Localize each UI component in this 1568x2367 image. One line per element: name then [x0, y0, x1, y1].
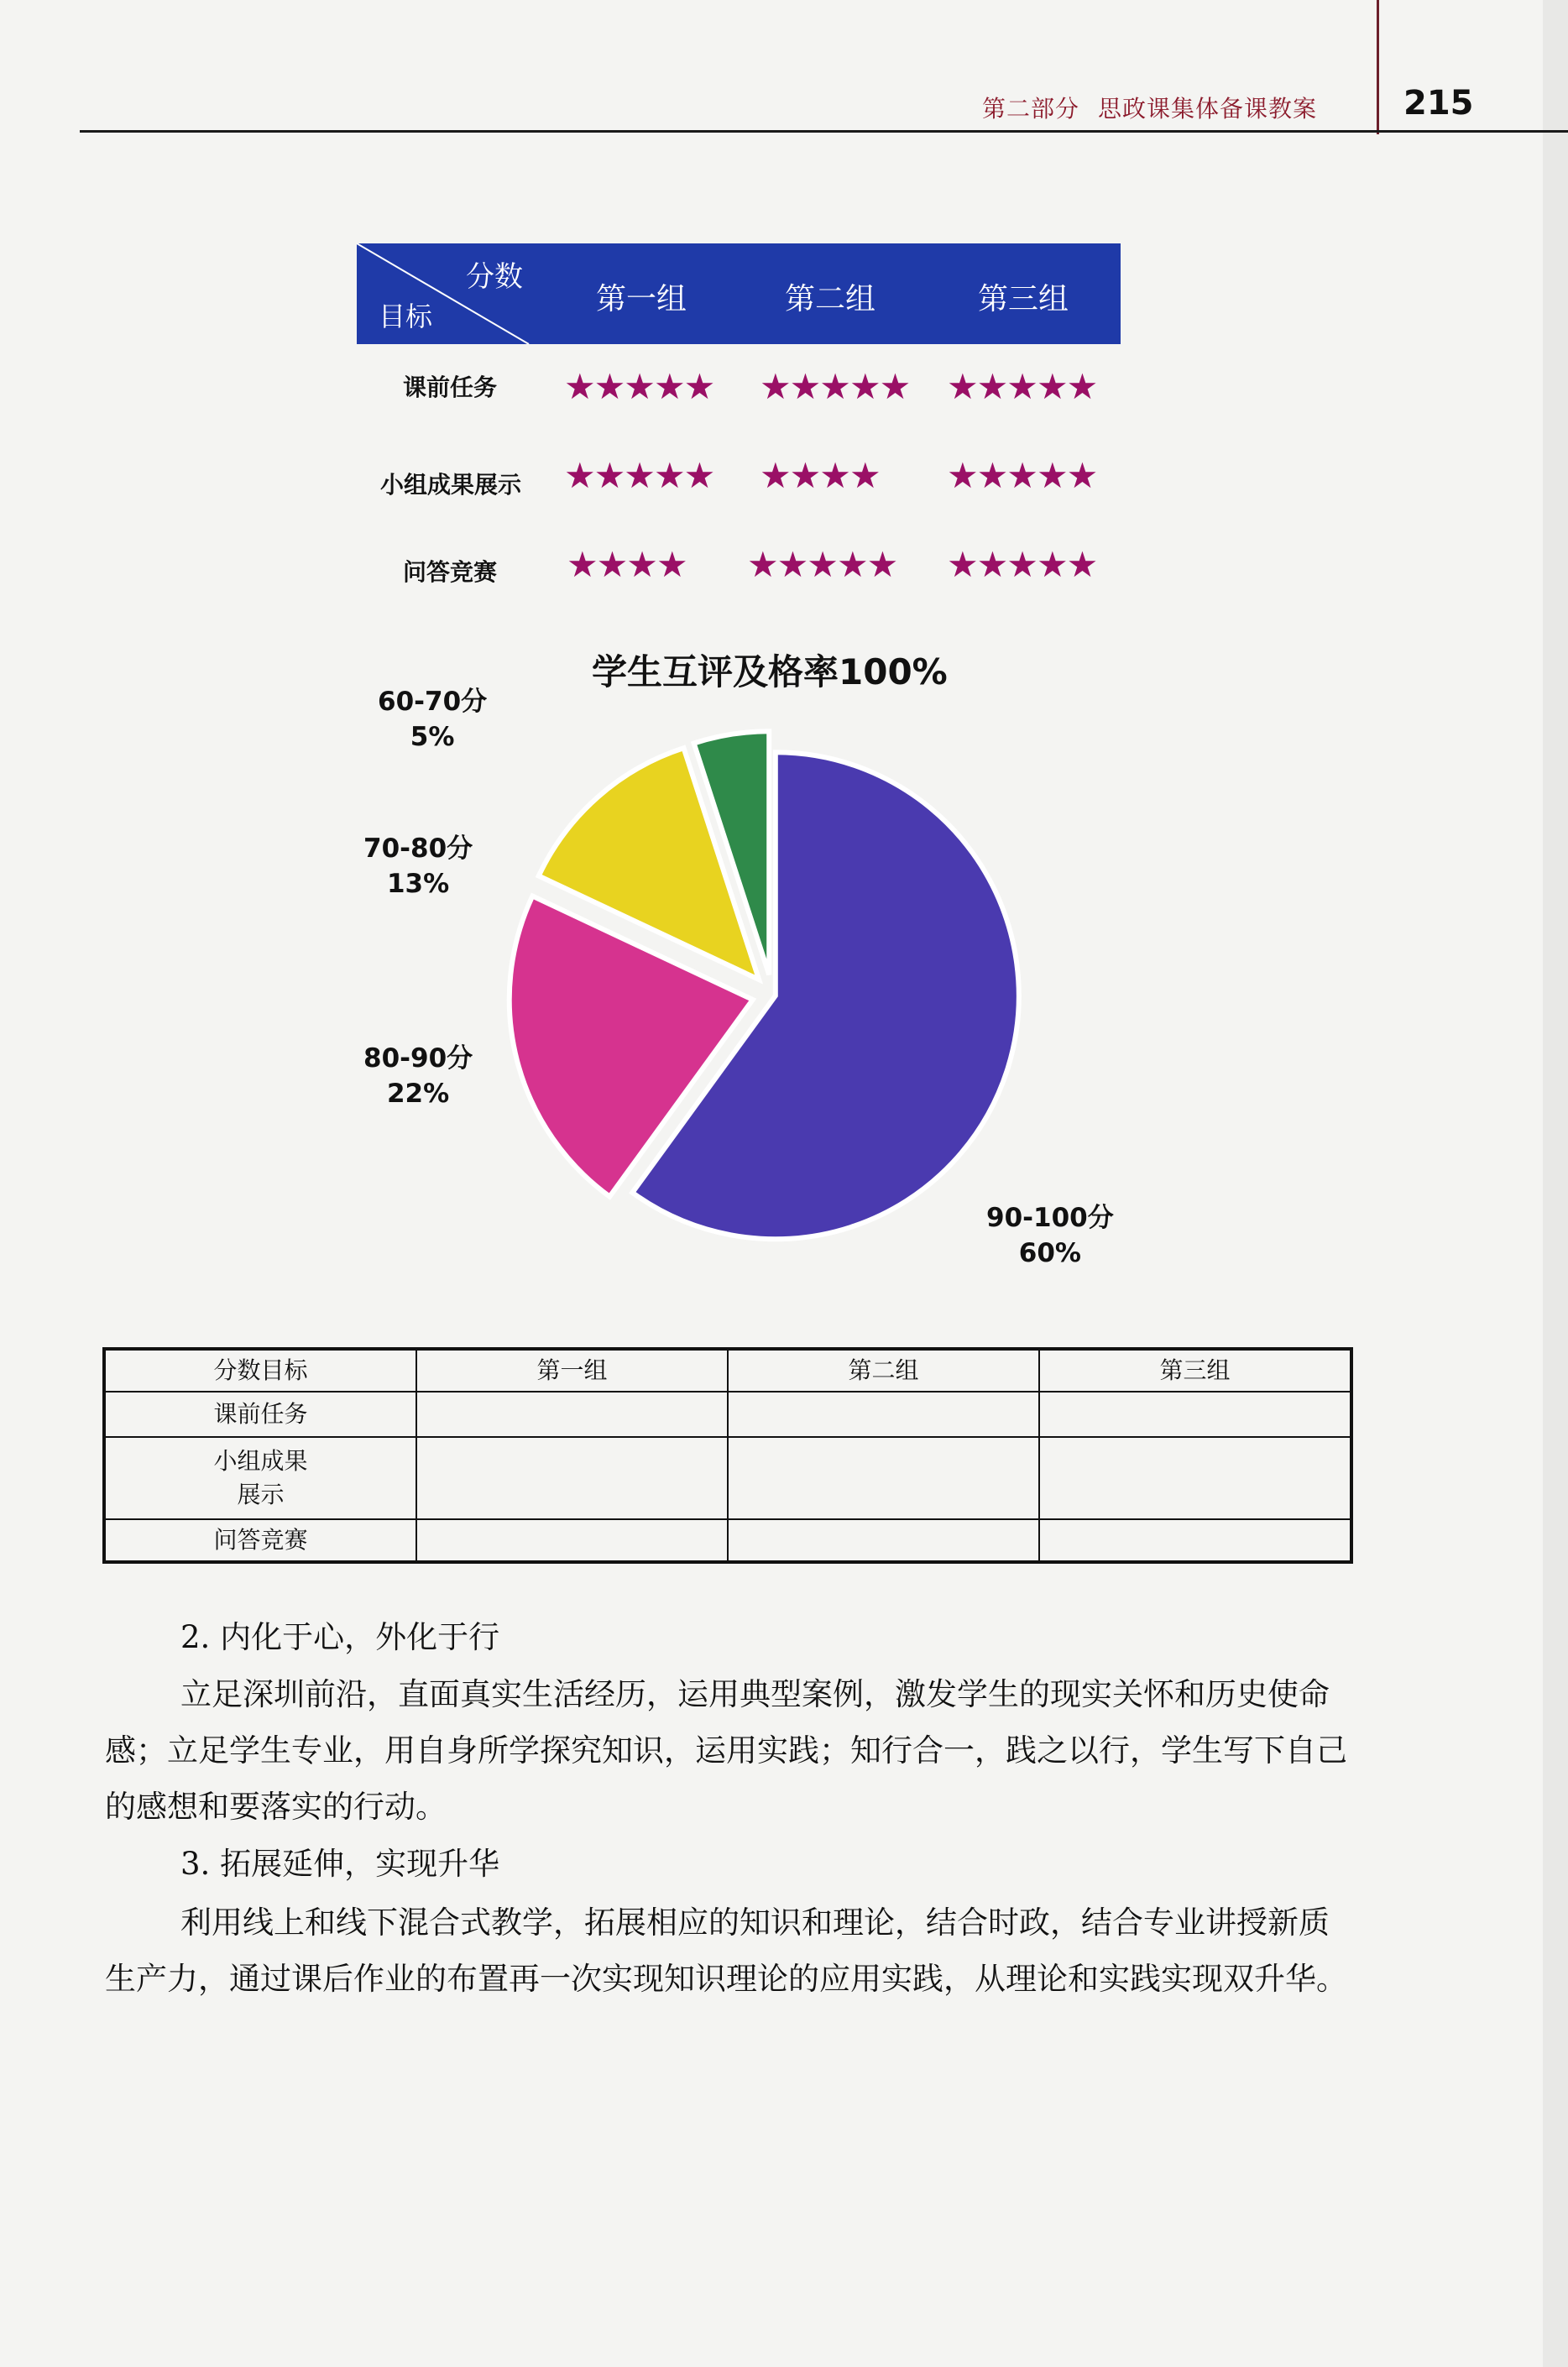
table-header-cell: 第三组	[1039, 1349, 1351, 1392]
table-cell	[1039, 1519, 1351, 1562]
pie-label-percent: 5%	[410, 722, 455, 752]
pie-label-90-100	[986, 1200, 1114, 1271]
star-row-label: 小组成果展示	[380, 471, 522, 499]
table-row	[104, 1519, 1351, 1562]
rating-stars: ★★★★★	[564, 455, 714, 496]
rating-stars: ★★★★★	[947, 366, 1097, 407]
table-row-label: 课前任务	[104, 1392, 416, 1437]
pie-label-percent: 22%	[386, 1079, 450, 1109]
star-row-label: 课前任务	[403, 374, 498, 401]
header-group-3: 第三组	[978, 282, 1069, 316]
pie-title: 学生互评及格率100%	[592, 651, 948, 692]
header-vertical-rule	[1377, 0, 1379, 134]
pie-label-60-70	[378, 684, 487, 755]
pie-label-range: 60-70分	[378, 687, 488, 717]
pie-label-range: 70-80分	[363, 833, 473, 864]
table-row	[104, 1392, 1351, 1437]
score-table	[102, 1347, 1353, 1564]
header-group-1: 第一组	[596, 282, 687, 316]
rating-stars: ★★★★	[567, 544, 687, 585]
table-cell	[728, 1519, 1039, 1562]
table-header-cell: 第一组	[416, 1349, 728, 1392]
header-diag-score: 分数	[466, 260, 523, 294]
pie-chart	[436, 705, 1041, 1293]
rating-stars: ★★★★★	[564, 366, 714, 407]
star-row-label: 问答竞赛	[403, 558, 498, 586]
table-row	[104, 1437, 1351, 1519]
page-edge	[1543, 0, 1568, 2367]
table-header-cell: 第二组	[728, 1349, 1039, 1392]
rating-stars: ★★★★★	[947, 455, 1097, 496]
section-2-heading: 2. 内化于心，外化于行	[180, 1619, 500, 1655]
table-header-row	[104, 1349, 1351, 1392]
table-cell	[1039, 1437, 1351, 1519]
section-3-heading: 3. 拓展延伸，实现升华	[180, 1846, 500, 1882]
rating-stars: ★★★★	[760, 455, 880, 496]
running-header	[982, 91, 1335, 124]
pie-label-range: 80-90分	[363, 1043, 473, 1074]
header-group-2: 第二组	[785, 282, 876, 316]
header-title: 思政课集体备课教案	[1098, 95, 1318, 123]
pie-label-percent: 60%	[1018, 1238, 1081, 1268]
page-number: 215	[1403, 84, 1474, 123]
table-cell	[416, 1519, 728, 1562]
rating-stars: ★★★★★	[760, 366, 910, 407]
pie-label-range: 90-100分	[986, 1203, 1114, 1233]
table-cell	[728, 1437, 1039, 1519]
header-section: 第二部分	[982, 95, 1080, 123]
table-row-label: 问答竞赛	[104, 1519, 416, 1562]
header-rule	[80, 130, 1568, 133]
pie-label-percent: 13%	[386, 869, 450, 899]
table-row-label	[104, 1437, 416, 1519]
rating-stars: ★★★★★	[747, 544, 897, 585]
table-row-label-line: 小组成果	[213, 1447, 308, 1475]
pie-label-70-80	[363, 831, 473, 901]
star-table-header	[357, 243, 1121, 344]
section-2-paragraph: 立足深圳前沿，直面真实生活经历，运用典型案例，激发学生的现实关怀和历史使命感；立足学生专业，用自身所学探究知识，运用实践；知行合一，践之以行，学生写下自己的感想和要落实的行动。	[105, 1676, 1347, 1825]
pie-label-80-90	[363, 1041, 473, 1111]
table-cell	[416, 1437, 728, 1519]
table-row-label-line: 展示	[237, 1481, 285, 1508]
table-cell	[416, 1392, 728, 1437]
table-cell	[728, 1392, 1039, 1437]
table-cell	[1039, 1392, 1351, 1437]
rating-stars: ★★★★★	[947, 544, 1097, 585]
table-header-cell: 分数目标	[104, 1349, 416, 1392]
header-diag-target: 目标	[379, 300, 433, 332]
section-3-paragraph: 利用线上和线下混合式教学，拓展相应的知识和理论，结合时政，结合专业讲授新质生产力，通过课后作业的布置再一次实现知识理论的应用实践，从理论和实践实现双升华。	[105, 1905, 1347, 1997]
